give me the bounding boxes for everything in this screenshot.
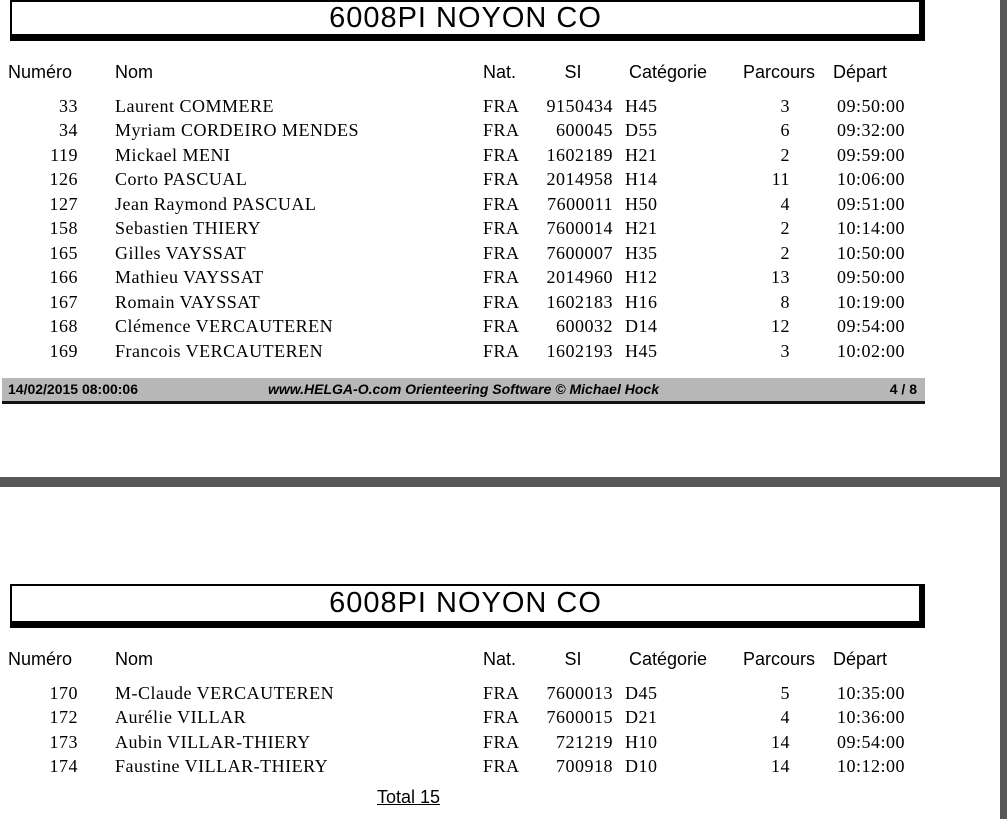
cell-numero: 33 bbox=[59, 95, 78, 116]
cell-nat: FRA bbox=[483, 316, 520, 337]
column-header-numero: Numéro bbox=[8, 61, 73, 82]
cell-nat: FRA bbox=[483, 193, 520, 214]
cell-depart: 10:06:00 bbox=[836, 169, 905, 190]
cell-depart: 10:19:00 bbox=[836, 291, 905, 312]
cell-si: 600045 bbox=[556, 120, 613, 141]
cell-parcours: 5 bbox=[780, 682, 790, 703]
cell-nom: Jean Raymond PASCUAL bbox=[115, 193, 317, 214]
viewer-edge-strip bbox=[1000, 0, 1007, 819]
cell-numero: 172 bbox=[49, 707, 78, 728]
cell-parcours: 2 bbox=[780, 144, 790, 165]
cell-parcours: 2 bbox=[780, 218, 790, 239]
cell-numero: 170 bbox=[49, 682, 78, 703]
footer-datetime: 14/02/2015 08:00:06 bbox=[8, 380, 138, 397]
cell-parcours: 4 bbox=[780, 193, 790, 214]
table-row bbox=[0, 681, 925, 706]
cell-depart: 10:12:00 bbox=[836, 756, 905, 777]
report-footer-bar bbox=[2, 378, 925, 404]
cell-depart: 09:54:00 bbox=[836, 316, 905, 337]
table-row bbox=[0, 706, 925, 731]
cell-nom: Corto PASCUAL bbox=[115, 169, 248, 190]
cell-categorie: H21 bbox=[625, 218, 658, 239]
table-row bbox=[0, 266, 925, 291]
cell-categorie: H21 bbox=[625, 144, 658, 165]
column-header-categorie: Catégorie bbox=[629, 61, 708, 82]
footer-page-indicator: 4 / 8 bbox=[889, 380, 917, 397]
page-gap-divider bbox=[0, 477, 1007, 487]
cell-parcours: 3 bbox=[780, 340, 790, 361]
cell-nom: Mickael MENI bbox=[115, 144, 231, 165]
column-header-si: SI bbox=[564, 648, 582, 669]
cell-nom: Aurélie VILLAR bbox=[115, 707, 247, 728]
cell-nom: M-Claude VERCAUTEREN bbox=[115, 682, 335, 703]
cell-numero: 119 bbox=[50, 144, 78, 165]
cell-nat: FRA bbox=[483, 120, 520, 141]
cell-nat: FRA bbox=[483, 291, 520, 312]
table-header bbox=[0, 647, 925, 671]
cell-categorie: H14 bbox=[625, 169, 658, 190]
column-header-depart: Départ bbox=[833, 648, 888, 669]
footer-software-credit: www.HELGA-O.com Orienteering Software © Michael Hock bbox=[268, 380, 659, 397]
report-page-2 bbox=[0, 584, 1000, 808]
cell-numero: 34 bbox=[59, 120, 78, 141]
table-row bbox=[0, 315, 925, 340]
cell-si: 2014960 bbox=[546, 267, 613, 288]
column-header-numero: Numéro bbox=[8, 648, 73, 669]
cell-depart: 09:59:00 bbox=[836, 144, 905, 165]
cell-si: 600032 bbox=[556, 316, 613, 337]
cell-si: 1602189 bbox=[546, 144, 613, 165]
cell-depart: 10:14:00 bbox=[836, 218, 905, 239]
cell-si: 7600011 bbox=[547, 193, 613, 214]
cell-numero: 126 bbox=[49, 169, 78, 190]
cell-categorie: H50 bbox=[625, 193, 658, 214]
cell-nat: FRA bbox=[483, 756, 520, 777]
report-title-box bbox=[10, 584, 925, 628]
cell-parcours: 13 bbox=[771, 267, 790, 288]
table-row bbox=[0, 217, 925, 242]
cell-nat: FRA bbox=[483, 682, 520, 703]
cell-parcours: 6 bbox=[780, 120, 790, 141]
table-header bbox=[0, 60, 925, 84]
cell-nom: Mathieu VAYSSAT bbox=[115, 267, 264, 288]
column-header-parcours: Parcours bbox=[742, 648, 815, 669]
table-header-row bbox=[0, 60, 925, 84]
column-header-nom: Nom bbox=[115, 648, 154, 669]
column-header-nom: Nom bbox=[115, 61, 154, 82]
cell-numero: 169 bbox=[49, 340, 78, 361]
cell-si: 1602183 bbox=[546, 291, 613, 312]
report-page-1 bbox=[0, 0, 1000, 404]
cell-nat: FRA bbox=[483, 242, 520, 263]
cell-depart: 09:50:00 bbox=[836, 267, 905, 288]
cell-categorie: D45 bbox=[625, 682, 658, 703]
cell-numero: 173 bbox=[49, 731, 78, 752]
cell-parcours: 12 bbox=[771, 316, 790, 337]
cell-parcours: 14 bbox=[771, 731, 790, 752]
table-row bbox=[0, 730, 925, 755]
column-header-nat: Nat. bbox=[483, 648, 517, 669]
cell-depart: 09:51:00 bbox=[836, 193, 905, 214]
cell-si: 1602193 bbox=[546, 340, 613, 361]
column-header-nat: Nat. bbox=[483, 61, 517, 82]
cell-numero: 174 bbox=[49, 756, 78, 777]
cell-nat: FRA bbox=[483, 707, 520, 728]
cell-numero: 166 bbox=[49, 267, 78, 288]
table-row bbox=[0, 192, 925, 217]
cell-numero: 168 bbox=[49, 316, 78, 337]
cell-categorie: H35 bbox=[625, 242, 658, 263]
report-title: 6008PI NOYON CO bbox=[329, 587, 602, 619]
cell-categorie: H45 bbox=[625, 340, 658, 361]
cell-parcours: 2 bbox=[780, 242, 790, 263]
report-title: 6008PI NOYON CO bbox=[329, 2, 602, 34]
table-body bbox=[0, 671, 925, 779]
cell-si: 721219 bbox=[556, 731, 613, 752]
cell-nom: Sebastien THIERY bbox=[115, 218, 262, 239]
cell-nom: Clémence VERCAUTEREN bbox=[115, 316, 334, 337]
cell-categorie: D14 bbox=[625, 316, 658, 337]
cell-parcours: 3 bbox=[780, 95, 790, 116]
cell-si: 7600014 bbox=[546, 218, 613, 239]
cell-categorie: D55 bbox=[625, 120, 658, 141]
table-row bbox=[0, 143, 925, 168]
cell-nat: FRA bbox=[483, 144, 520, 165]
table-row bbox=[0, 119, 925, 144]
cell-nat: FRA bbox=[483, 169, 520, 190]
cell-numero: 165 bbox=[49, 242, 78, 263]
cell-categorie: D10 bbox=[625, 756, 658, 777]
cell-depart: 09:54:00 bbox=[836, 731, 905, 752]
column-header-depart: Départ bbox=[833, 61, 888, 82]
cell-si: 7600015 bbox=[546, 707, 613, 728]
cell-parcours: 8 bbox=[780, 291, 790, 312]
cell-categorie: H12 bbox=[625, 267, 658, 288]
cell-nom: Myriam CORDEIRO MENDES bbox=[115, 120, 359, 141]
start-list-table bbox=[0, 60, 925, 364]
table-body bbox=[0, 84, 925, 364]
cell-categorie: H10 bbox=[625, 731, 658, 752]
cell-nom: Faustine VILLAR-THIERY bbox=[115, 756, 329, 777]
cell-numero: 167 bbox=[49, 291, 78, 312]
cell-nom: Francois VERCAUTEREN bbox=[115, 340, 324, 361]
column-header-si: SI bbox=[564, 61, 582, 82]
total-entries-label: Total 15 bbox=[377, 787, 441, 807]
cell-nat: FRA bbox=[483, 340, 520, 361]
cell-nat: FRA bbox=[483, 218, 520, 239]
cell-si: 7600007 bbox=[546, 242, 613, 263]
cell-categorie: H16 bbox=[625, 291, 658, 312]
table-row bbox=[0, 339, 925, 364]
column-header-parcours: Parcours bbox=[742, 61, 815, 82]
cell-depart: 09:32:00 bbox=[836, 120, 905, 141]
column-header-categorie: Catégorie bbox=[629, 648, 708, 669]
table-row bbox=[0, 755, 925, 780]
cell-si: 2014958 bbox=[546, 169, 613, 190]
cell-depart: 10:50:00 bbox=[836, 242, 905, 263]
report-title-box bbox=[10, 0, 925, 41]
cell-depart: 10:36:00 bbox=[836, 707, 905, 728]
cell-nom: Aubin VILLAR-THIERY bbox=[115, 731, 311, 752]
cell-depart: 09:50:00 bbox=[836, 95, 905, 116]
table-row bbox=[0, 290, 925, 315]
cell-numero: 127 bbox=[49, 193, 78, 214]
table-row bbox=[0, 241, 925, 266]
start-list-table bbox=[0, 647, 925, 779]
cell-si: 700918 bbox=[556, 756, 613, 777]
cell-nom: Gilles VAYSSAT bbox=[115, 242, 247, 263]
cell-categorie: H45 bbox=[625, 95, 658, 116]
table-row bbox=[0, 168, 925, 193]
cell-depart: 10:35:00 bbox=[836, 682, 905, 703]
cell-nom: Laurent COMMERE bbox=[115, 95, 274, 116]
table-row bbox=[0, 94, 925, 119]
cell-nat: FRA bbox=[483, 95, 520, 116]
cell-nat: FRA bbox=[483, 731, 520, 752]
cell-parcours: 14 bbox=[771, 756, 790, 777]
cell-si: 7600013 bbox=[546, 682, 613, 703]
cell-si: 9150434 bbox=[546, 95, 613, 116]
cell-numero: 158 bbox=[49, 218, 78, 239]
cell-parcours: 11 bbox=[771, 169, 790, 190]
cell-nat: FRA bbox=[483, 267, 520, 288]
cell-categorie: D21 bbox=[625, 707, 658, 728]
table-header-row bbox=[0, 647, 925, 671]
cell-parcours: 4 bbox=[780, 707, 790, 728]
cell-nom: Romain VAYSSAT bbox=[115, 291, 261, 312]
cell-depart: 10:02:00 bbox=[836, 340, 905, 361]
